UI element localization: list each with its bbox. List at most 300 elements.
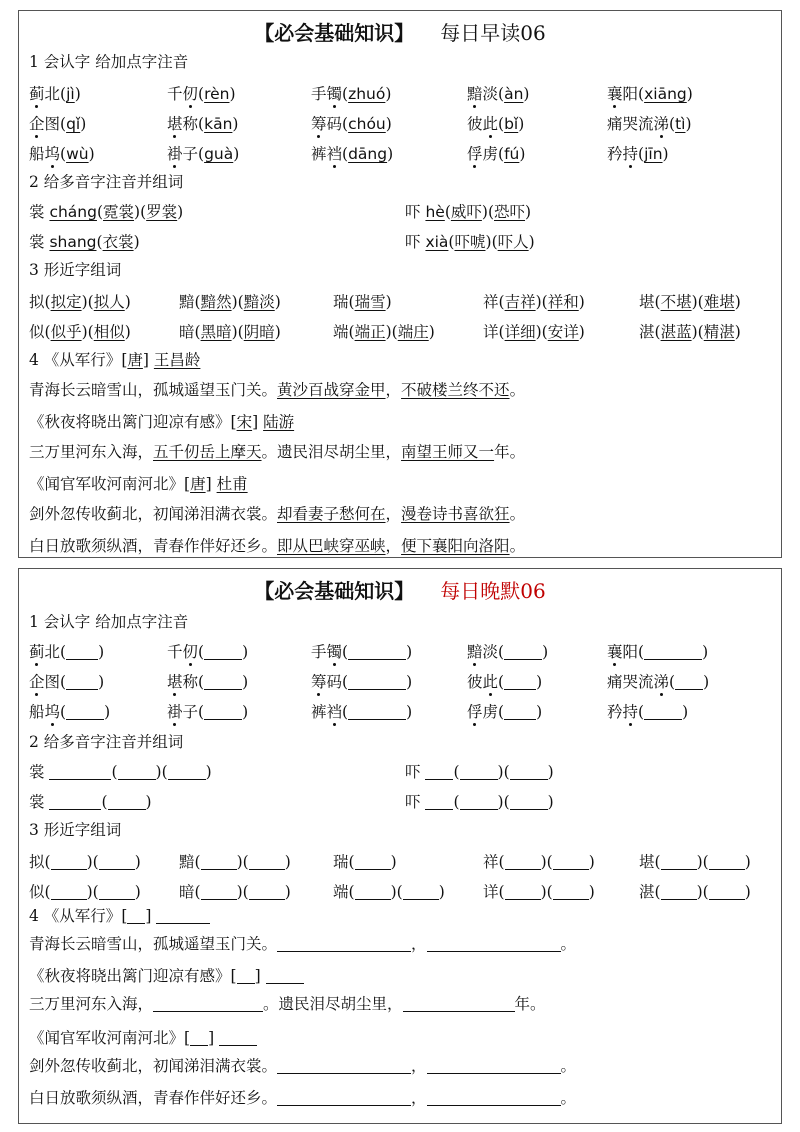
paren: (: [546, 883, 553, 901]
paren: (: [60, 115, 67, 133]
paren: ): [406, 643, 413, 661]
answer-blank: [709, 883, 745, 900]
word-answer: 拟人: [93, 293, 125, 311]
poem-line: [29, 1055, 576, 1077]
char: 湛: [639, 883, 655, 901]
dotted-char: 此: [482, 673, 499, 691]
paren: (: [654, 853, 661, 871]
poem-heading: [29, 411, 294, 433]
paren: (: [546, 853, 553, 871]
paren: (: [92, 853, 99, 871]
answer-blank: [427, 1089, 561, 1106]
similar-char-item: [333, 851, 397, 873]
char: 淡: [482, 643, 499, 661]
paren: ): [284, 883, 291, 901]
paren: (: [503, 763, 510, 781]
pinyin-item: [29, 671, 104, 693]
paren: ): [438, 883, 445, 901]
answer-blank: [709, 853, 745, 870]
pinyin-item: [607, 143, 669, 165]
paren: ): [406, 703, 413, 721]
pinyin-item: [167, 83, 236, 105]
pinyin-answer: àn: [504, 85, 524, 103]
paren: ): [274, 293, 281, 311]
paren: (: [87, 323, 94, 341]
paren: ): [734, 323, 741, 341]
answer-blank: [219, 1029, 257, 1046]
bracket: [: [184, 475, 191, 493]
pinyin-answer: hè: [425, 203, 445, 221]
poem-heading: [29, 965, 304, 987]
evening-title: 【必会基础知识】 每日晚默06: [254, 579, 546, 603]
similar-char-item: [639, 881, 751, 903]
paren: ): [98, 643, 105, 661]
recite-answer: 漫卷诗书喜欲狂: [401, 505, 510, 523]
recite-answer: 不破楼兰终不还: [401, 381, 510, 399]
paren: ): [540, 883, 547, 901]
answer-blank: [427, 1057, 561, 1074]
poem-line: [29, 933, 576, 955]
dotted-char: 襄: [607, 85, 623, 103]
paren: (: [638, 703, 645, 721]
pinyin-answer: bǐ: [504, 115, 519, 133]
dotted-char: 堪: [167, 115, 183, 133]
pinyin-answer: xià: [425, 233, 449, 251]
paren: ): [744, 883, 751, 901]
paren: ): [497, 763, 504, 781]
paren: (: [654, 323, 661, 341]
pinyin-item: [167, 641, 248, 663]
polyphone-item: [405, 201, 531, 223]
paren: (: [44, 883, 51, 901]
dotted-char: 襄: [607, 643, 623, 661]
word-answer: 霓裳: [103, 203, 135, 221]
answer-blank: [127, 907, 145, 924]
answer-blank: [237, 967, 255, 984]
char: 手: [311, 643, 327, 661]
paren: (: [444, 203, 451, 221]
char: 船: [29, 703, 45, 721]
word-answer: 相似: [93, 323, 125, 341]
similar-char-item: [333, 321, 435, 343]
answer-blank: [204, 673, 242, 690]
recite-answer: 南望王师又一: [401, 443, 495, 461]
paren: ): [86, 853, 93, 871]
paren: (: [498, 883, 505, 901]
answer-blank: [201, 883, 237, 900]
evening-section-2-title: 2 给多音字注音并组词: [29, 733, 184, 751]
answer-blank: [510, 793, 548, 810]
paren: (: [111, 763, 118, 781]
pinyin-item: [607, 671, 709, 693]
paren: ): [134, 853, 141, 871]
bracket: [: [184, 1029, 191, 1047]
word-answer: 黯然: [200, 293, 232, 311]
char: 阳: [622, 643, 639, 661]
answer-blank: [277, 1089, 411, 1106]
char: 吓: [405, 203, 426, 221]
pinyin-item: [29, 113, 86, 135]
paren: (: [453, 793, 460, 811]
poem-heading: [29, 1027, 257, 1049]
paren: (: [60, 673, 67, 691]
poem-title: 《从军行》: [43, 907, 122, 925]
paren: ): [81, 323, 88, 341]
morning-subtitle: 每日早读06: [440, 21, 546, 45]
pinyin-answer: shang: [49, 233, 97, 251]
paren: ): [155, 763, 162, 781]
poem-heading: [29, 473, 248, 495]
pinyin-item: [167, 671, 248, 693]
given-text: ，: [411, 1057, 427, 1075]
pinyin-answer: zhuó: [348, 85, 386, 103]
word-answer: 威吓: [450, 203, 482, 221]
pinyin-answer: dāng: [348, 145, 388, 163]
dotted-char: 筹: [311, 115, 327, 133]
polyphone-item: [405, 231, 535, 253]
char: 称: [182, 673, 199, 691]
answer-blank: [204, 703, 242, 720]
dotted-char: 企: [29, 115, 45, 133]
paren: (: [342, 673, 349, 691]
paren: ): [236, 853, 243, 871]
similar-char-item: [29, 851, 141, 873]
similar-char-item: [179, 291, 281, 313]
char: 祥: [483, 293, 499, 311]
answer-blank: [190, 1029, 208, 1046]
bracket: ]: [252, 413, 259, 431]
given-text: 三万里河东入海，: [29, 995, 154, 1013]
paren: ): [124, 293, 131, 311]
poem-line: [29, 503, 525, 525]
char: 北: [44, 643, 61, 661]
char: 裤: [311, 145, 327, 163]
paren: ): [390, 883, 397, 901]
answer-blank: [66, 673, 98, 690]
paren: ): [134, 203, 141, 221]
bracket: ]: [208, 1029, 215, 1047]
char: 北: [44, 85, 61, 103]
polyphone-item: [29, 791, 152, 813]
pinyin-item: [311, 701, 412, 723]
answer-blank: [249, 853, 285, 870]
paren: (: [60, 85, 67, 103]
word-answer: 黯淡: [243, 293, 275, 311]
pinyin-item: [311, 143, 393, 165]
paren: (: [498, 293, 505, 311]
paren: (: [541, 293, 548, 311]
word-answer: 精湛: [703, 323, 735, 341]
pinyin-answer: tì: [675, 115, 686, 133]
paren: (: [342, 85, 349, 103]
paren: ): [385, 85, 392, 103]
poem-title: 《闻官军收河南河北》: [29, 475, 185, 493]
given-text: ，: [385, 381, 402, 399]
word-answer: 祥和: [547, 293, 579, 311]
paren: ): [124, 323, 131, 341]
paren: ): [547, 793, 554, 811]
paren: ): [525, 203, 532, 221]
morning-section-1-title: 1 会认字 给加点字注音: [29, 53, 189, 71]
paren: ): [284, 853, 291, 871]
given-text: 青海长云暗雪山，孤城遥望玉门关。: [29, 935, 278, 953]
paren: ): [536, 703, 543, 721]
bracket: ]: [145, 907, 152, 925]
paren: (: [96, 203, 104, 221]
given-text: 剑外忽传收蓟北，初闻涕泪满衣裳。: [29, 1057, 278, 1075]
char: 详: [483, 883, 499, 901]
answer-blank: [51, 883, 87, 900]
poem-heading: [29, 349, 200, 371]
paren: ): [80, 115, 87, 133]
paren: ): [685, 115, 692, 133]
char: 裳: [29, 203, 50, 221]
paren: (: [503, 793, 510, 811]
paren: ): [229, 85, 236, 103]
morning-section-2-title: 2 给多音字注音并组词: [29, 173, 184, 191]
similar-char-item: [483, 321, 585, 343]
morning-title: 【必会基础知识】 每日早读06: [254, 21, 546, 45]
char: 手: [311, 85, 327, 103]
paren: (: [448, 233, 455, 251]
answer-blank: [553, 853, 589, 870]
char: 裳: [29, 763, 50, 781]
given-text: 青海长云暗雪山，孤城遥望玉门关。: [29, 381, 278, 399]
paren: ): [691, 323, 698, 341]
paren: ): [385, 293, 392, 311]
answer-blank: [153, 995, 263, 1012]
paren: ): [231, 293, 238, 311]
bracket: ]: [142, 351, 149, 369]
evening-dictation-panel: [18, 568, 782, 1124]
paren: (: [638, 643, 645, 661]
char: 吓: [405, 793, 426, 811]
paren: (: [194, 323, 201, 341]
paren: ): [242, 673, 249, 691]
paren: ): [274, 323, 281, 341]
paren: (: [198, 115, 205, 133]
dotted-char: 堪: [167, 673, 183, 691]
paren: ): [205, 763, 212, 781]
paren: ): [134, 883, 141, 901]
recite-answer: 即从巴峡穿巫峡: [277, 537, 386, 555]
paren: ): [231, 323, 238, 341]
evening-section-1-title: 1 会认字 给加点字注音: [29, 613, 189, 631]
pinyin-item: [467, 671, 542, 693]
paren: (: [342, 703, 349, 721]
dotted-char: 褂: [167, 145, 183, 163]
paren: ): [528, 233, 535, 251]
given-text: ，: [411, 935, 427, 953]
char: 拟: [29, 853, 45, 871]
pinyin-item: [29, 143, 95, 165]
paren: (: [487, 203, 495, 221]
paren: ): [177, 203, 184, 221]
char: 拟: [29, 293, 45, 311]
similar-char-item: [333, 881, 445, 903]
paren: (: [498, 643, 505, 661]
paren: ): [232, 115, 239, 133]
bracket: [: [121, 907, 128, 925]
paren: (: [541, 323, 548, 341]
word-answer: 不堪: [660, 293, 692, 311]
paren: ): [406, 673, 413, 691]
char: 淡: [482, 85, 499, 103]
bracket: [: [230, 967, 237, 985]
char: 裳: [29, 233, 50, 251]
given-text: 白日放歌须纵酒，青春作伴好还乡。: [29, 537, 278, 555]
pinyin-item: [311, 671, 412, 693]
paren: ): [588, 853, 595, 871]
pinyin-item: [29, 83, 81, 105]
char: 堪: [639, 293, 655, 311]
answer-blank: [348, 643, 406, 660]
given-text: 三万里河东入海，: [29, 443, 154, 461]
paren: ): [535, 323, 542, 341]
paren: (: [44, 293, 51, 311]
similar-char-item: [29, 291, 131, 313]
answer-blank: [644, 703, 682, 720]
paren: (: [348, 323, 355, 341]
paren: (: [638, 85, 645, 103]
dotted-char: 持: [622, 703, 639, 721]
paren: (: [348, 883, 355, 901]
paren: ): [86, 883, 93, 901]
word-answer: 阴暗: [243, 323, 275, 341]
char: 湛: [639, 323, 655, 341]
paren: ): [242, 643, 249, 661]
char: 堪: [639, 853, 655, 871]
given-text: 。: [560, 1057, 577, 1075]
paren: (: [491, 233, 498, 251]
paren: (: [198, 673, 205, 691]
paren: ): [98, 673, 105, 691]
char: 码: [326, 115, 343, 133]
paren: (: [453, 763, 460, 781]
poem-line: [29, 993, 546, 1015]
pinyin-item: [311, 113, 392, 135]
recite-answer: 五千仞岳上摩天: [153, 443, 262, 461]
pinyin-answer: jīn: [644, 145, 663, 163]
pinyin-answer: fú: [504, 145, 520, 163]
pinyin-answer: rèn: [204, 85, 230, 103]
char: 详: [483, 323, 499, 341]
paren: (: [96, 233, 103, 251]
paren: (: [60, 703, 67, 721]
word-answer: 罗裳: [146, 203, 178, 221]
paren: ): [236, 883, 243, 901]
char: 阳: [622, 85, 639, 103]
pinyin-item: [167, 113, 238, 135]
paren: ): [387, 145, 394, 163]
paren: (: [198, 85, 205, 103]
char: 虏: [482, 145, 499, 163]
word-answer: 瑞雪: [354, 293, 386, 311]
dotted-char: 镯: [326, 643, 343, 661]
morning-reading-panel: [18, 10, 782, 558]
paren: (: [87, 293, 94, 311]
paren: (: [161, 763, 168, 781]
answer-blank: [505, 853, 541, 870]
similar-char-item: [639, 291, 741, 313]
pinyin-answer: cháng: [49, 203, 97, 221]
evening-subtitle: 每日晚默06: [440, 579, 546, 603]
similar-char-item: [179, 321, 281, 343]
polyphone-item: [29, 761, 212, 783]
char: 黯: [179, 853, 195, 871]
pinyin-answer: chóu: [348, 115, 386, 133]
answer-blank: [504, 703, 536, 720]
paren: (: [391, 323, 398, 341]
dotted-char: 裆: [326, 703, 343, 721]
recite-answer: 却看妻子愁何在: [277, 505, 386, 523]
given-text: ，: [385, 505, 402, 523]
paren: (: [498, 323, 505, 341]
paren: ): [519, 145, 526, 163]
paren: ): [696, 883, 703, 901]
answer-blank: [118, 763, 156, 780]
char: 似: [29, 883, 45, 901]
pinyin-answer: kān: [204, 115, 233, 133]
morning-section-3-title: 3 形近字组词: [29, 261, 122, 279]
paren: (: [697, 293, 704, 311]
char: 矜: [607, 703, 623, 721]
word-answer: 吓人: [497, 233, 529, 251]
pinyin-item: [29, 701, 110, 723]
paren: (: [194, 293, 201, 311]
answer-blank: [277, 1057, 411, 1074]
paren: (: [669, 673, 676, 691]
dotted-char: 黯: [467, 85, 483, 103]
author: 王昌龄: [153, 351, 201, 369]
paren: ): [540, 853, 547, 871]
paren: (: [702, 883, 709, 901]
word-answer: 吉祥: [504, 293, 536, 311]
paren: (: [342, 643, 349, 661]
paren: ): [497, 793, 504, 811]
paren: (: [654, 883, 661, 901]
pinyin-answer: xiāng: [644, 85, 687, 103]
char: 裤: [311, 703, 327, 721]
pinyin-item: [467, 701, 542, 723]
answer-blank: [204, 643, 242, 660]
polyphone-item: [29, 201, 183, 223]
word-answer: 端庄: [397, 323, 429, 341]
poem-title: 《闻官军收河南河北》: [29, 1029, 185, 1047]
paren: ): [523, 85, 530, 103]
pinyin-item: [467, 641, 548, 663]
answer-blank: [661, 853, 697, 870]
pinyin-item: [311, 83, 391, 105]
char: 子: [182, 145, 199, 163]
paren: (: [342, 115, 349, 133]
bracket: ]: [254, 967, 261, 985]
paren: ): [81, 293, 88, 311]
given-text: 。: [560, 935, 577, 953]
char: 船: [29, 145, 45, 163]
paren: ): [542, 643, 549, 661]
paren: (: [498, 673, 505, 691]
polyphone-item: [405, 761, 554, 783]
answer-blank: [355, 853, 391, 870]
poem-title: 《从军行》: [43, 351, 122, 369]
answer-blank: [504, 673, 536, 690]
pinyin-item: [607, 701, 688, 723]
paren: (: [498, 115, 505, 133]
answer-blank: [348, 673, 406, 690]
word-answer: 湛蓝: [660, 323, 692, 341]
dotted-char: 蓟: [29, 643, 45, 661]
